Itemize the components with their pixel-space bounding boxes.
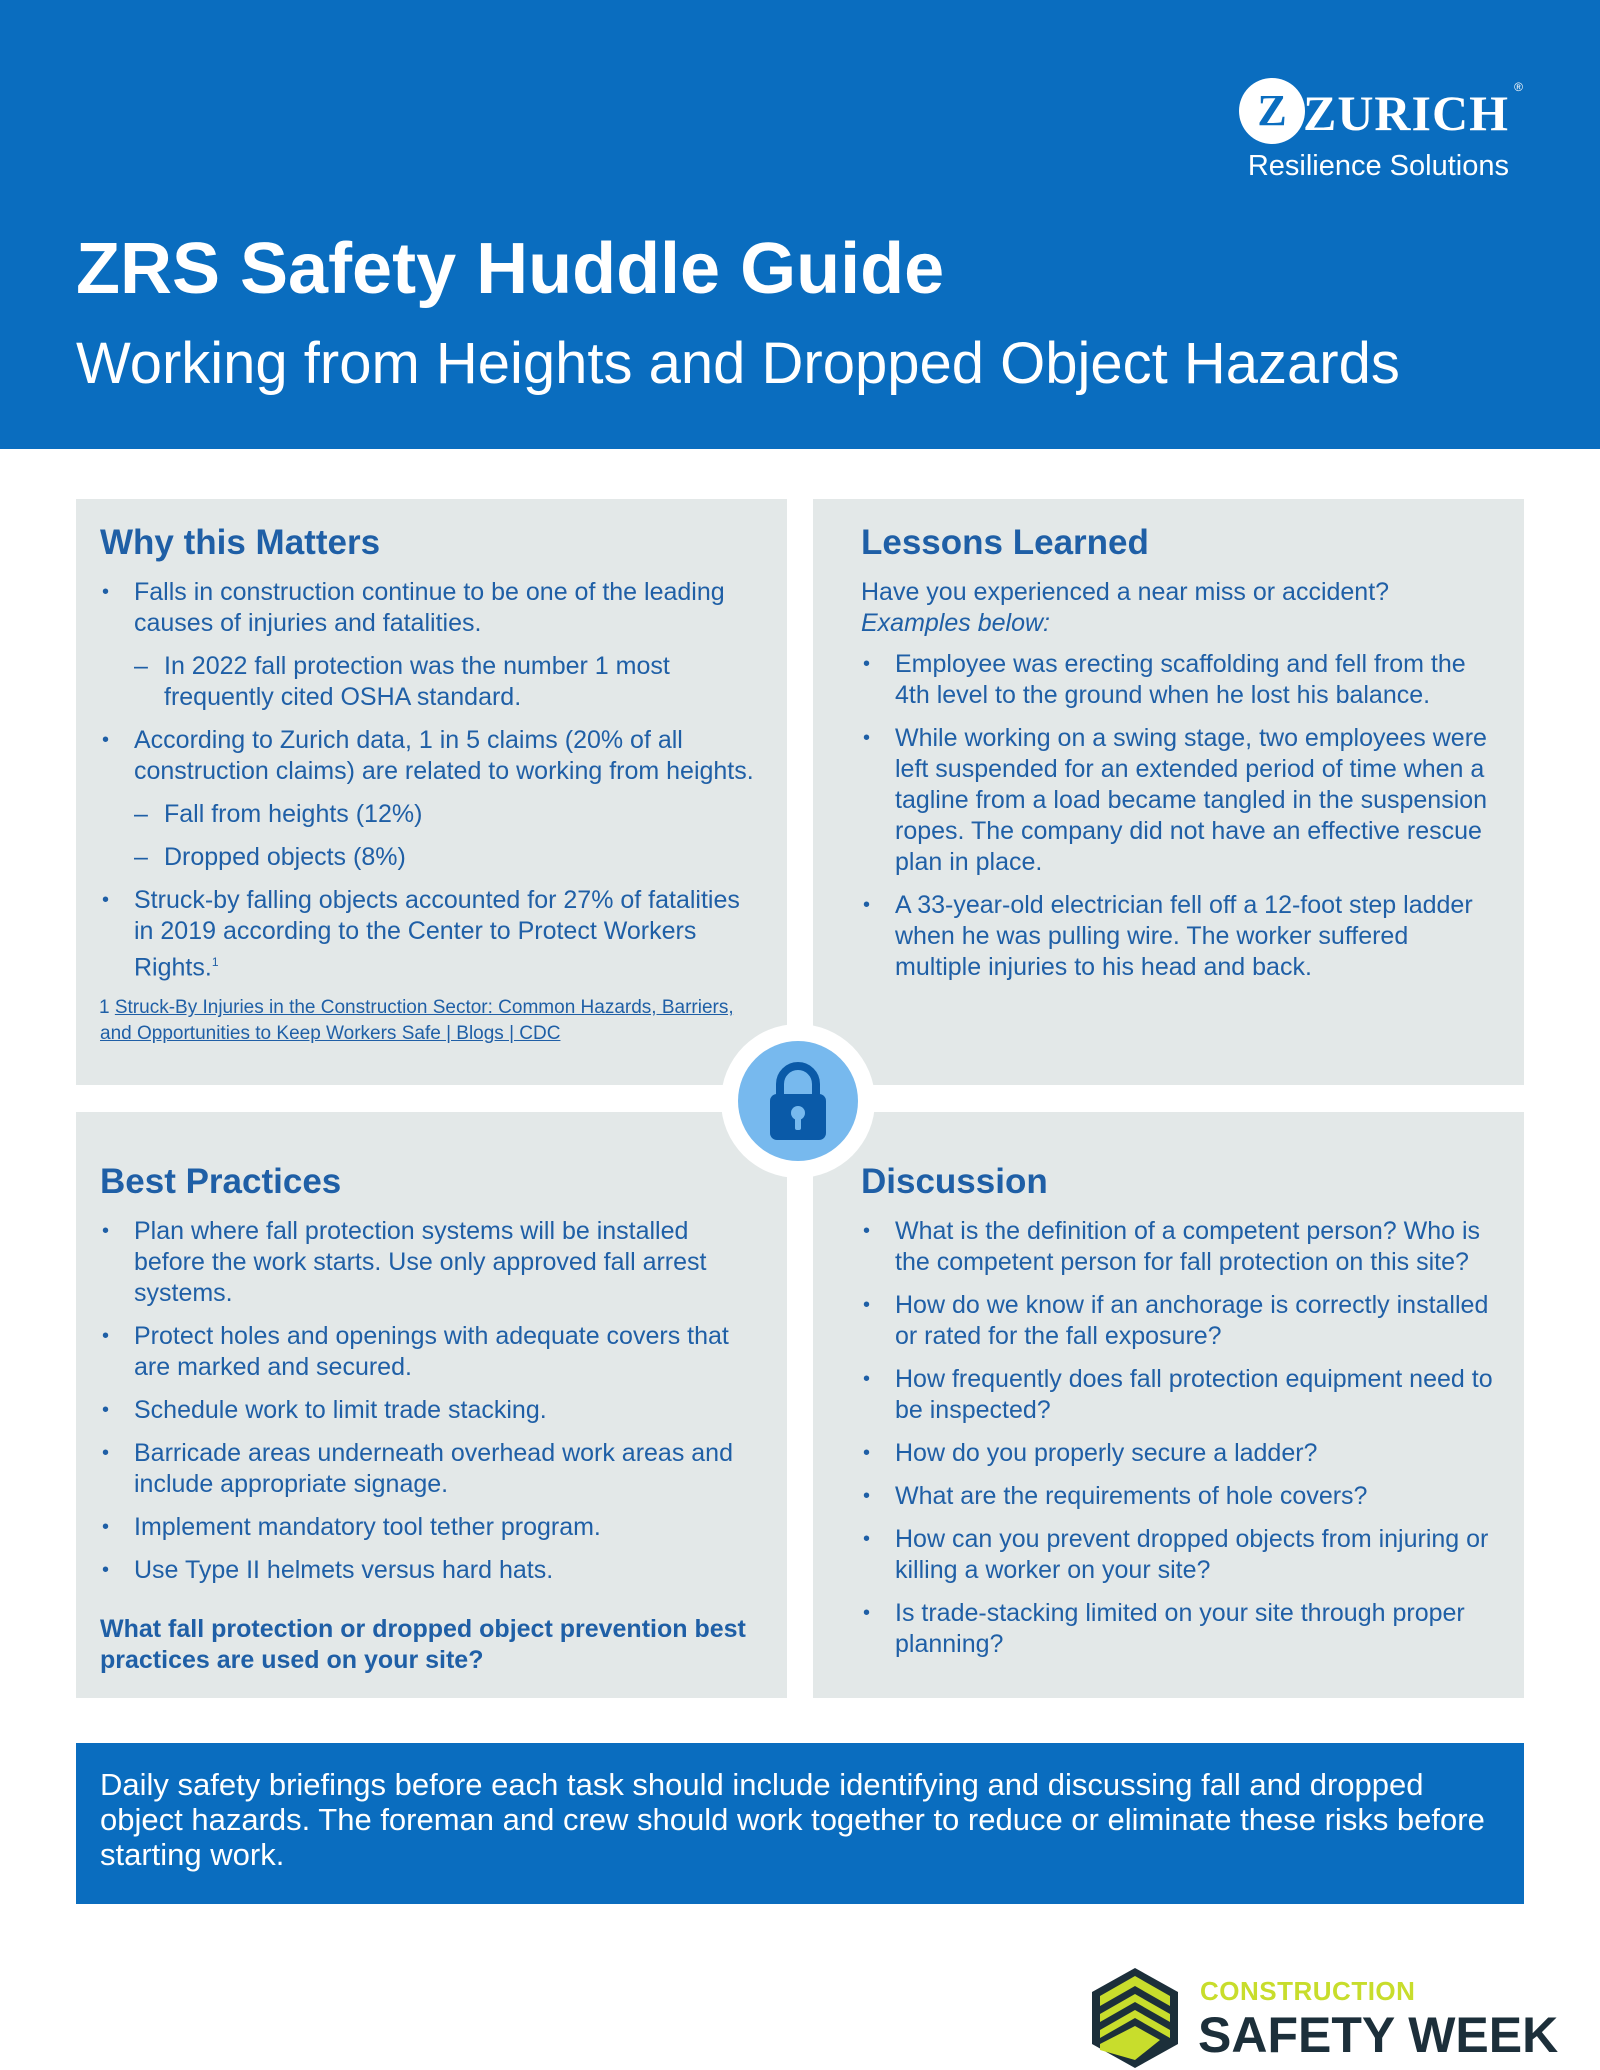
lessons-heading: Lessons Learned [861,523,1149,562]
brand-name: ZURICH [1302,85,1509,141]
list-item: • What is the definition of a competent person? Who is the competent person for fall protection on this site? [861,1216,1500,1278]
lessons-intro-examples: Examples below: [861,609,1050,637]
lessons-learned-panel [813,499,1524,1085]
page-title: ZRS Safety Huddle Guide [76,229,945,309]
list-item: • What are the requirements of hole covers? [861,1481,1500,1512]
list-item: • Falls in construction continue to be one of the leading causes of injuries and fatalities. [100,577,763,639]
list-item: • How frequently does fall protection equipment need to be inspected? [861,1364,1500,1426]
lessons-list [861,649,1500,983]
list-subitem: – Fall from heights (12%) [100,799,763,830]
list-item-text: Struck-by falling objects accounted for 27% of fatalities in 2019 according to the Center to Protect Workers Rights. [134,886,740,982]
footnote [100,995,763,1047]
list-item: • According to Zurich data, 1 in 5 claims (20% of all construction claims) are related to working from heights. [100,725,763,787]
list-item: • Schedule work to limit trade stacking. [100,1395,763,1426]
list-item: • Protect holes and openings with adequate covers that are marked and secured. [100,1321,763,1383]
list-item: • Use Type II helmets versus hard hats. [100,1555,763,1586]
list-item: • While working on a swing stage, two employees were left suspended for an extended period of time when a tagline from a load became tangled in the suspension ropes. The company did not have an effective rescue plan in place. [861,723,1500,878]
why-list [100,577,763,983]
best-practices-panel [76,1112,787,1698]
list-item: • A 33-year-old electrician fell off a 12-foot step ladder when he was pulling wire. The worker suffered multiple injuries to his head and back. [861,890,1500,983]
registered-mark: ® [1514,80,1523,94]
lessons-intro: Have you experienced a near miss or accident? [861,578,1390,606]
why-heading: Why this Matters [100,523,381,562]
best-heading: Best Practices [100,1162,342,1201]
csw-bottom-text: SAFETY WEEK [1198,2007,1559,2063]
best-question: What fall protection or dropped object prevention best practices are used on your site? [100,1615,746,1674]
best-list [100,1216,763,1586]
discussion-panel [813,1112,1524,1698]
list-item: • Is trade-stacking limited on your site through proper planning? [861,1598,1500,1660]
list-subitem: – Dropped objects (8%) [100,842,763,873]
brand-subname: Resilience Solutions [1247,150,1509,182]
header-banner [0,0,1600,449]
list-item [100,885,763,983]
discussion-list [861,1216,1500,1660]
svg-text:Z: Z [1257,86,1287,135]
list-item: • Barricade areas underneath overhead work areas and include appropriate signage. [100,1438,763,1500]
csw-top-text: CONSTRUCTION [1200,1976,1416,2006]
list-item: • How do we know if an anchorage is correctly installed or rated for the fall exposure? [861,1290,1500,1352]
summary-band: Daily safety briefings before each task should include identifying and discussing fall and dropped object hazards. The foreman and crew should work together to reduce or eliminate these risks before starting work. [76,1743,1524,1904]
page-subtitle: Working from Heights and Dropped Object Hazards [76,331,1400,396]
list-item: • How can you prevent dropped objects from injuring or killing a worker on your site? [861,1524,1500,1586]
why-this-matters-panel [76,499,787,1085]
footnote-number: 1 [99,997,110,1019]
footnote-link[interactable]: Struck-By Injuries in the Construction Sector: Common Hazards, Barriers, and Opportunities to Keep Workers Safe | Blogs | CDC [100,997,734,1045]
construction-safety-week-logo [1090,1966,1559,2070]
list-subitem: – In 2022 fall protection was the number 1 most frequently cited OSHA standard. [100,651,763,713]
list-item: • Plan where fall protection systems will be installed before the work starts. Use only approved fall arrest systems. [100,1216,763,1309]
list-item: • Implement mandatory tool tether program. [100,1512,763,1543]
footnote-ref: 1 [211,955,219,969]
discussion-heading: Discussion [861,1162,1048,1201]
list-item: • Employee was erecting scaffolding and fell from the 4th level to the ground when he lost his balance. [861,649,1500,711]
list-item: • How do you properly secure a ladder? [861,1438,1500,1469]
csw-hexagon-icon [1090,1966,1180,2070]
zurich-logo [1223,76,1523,186]
zurich-z-icon [1239,78,1305,144]
lock-icon [758,1058,838,1144]
